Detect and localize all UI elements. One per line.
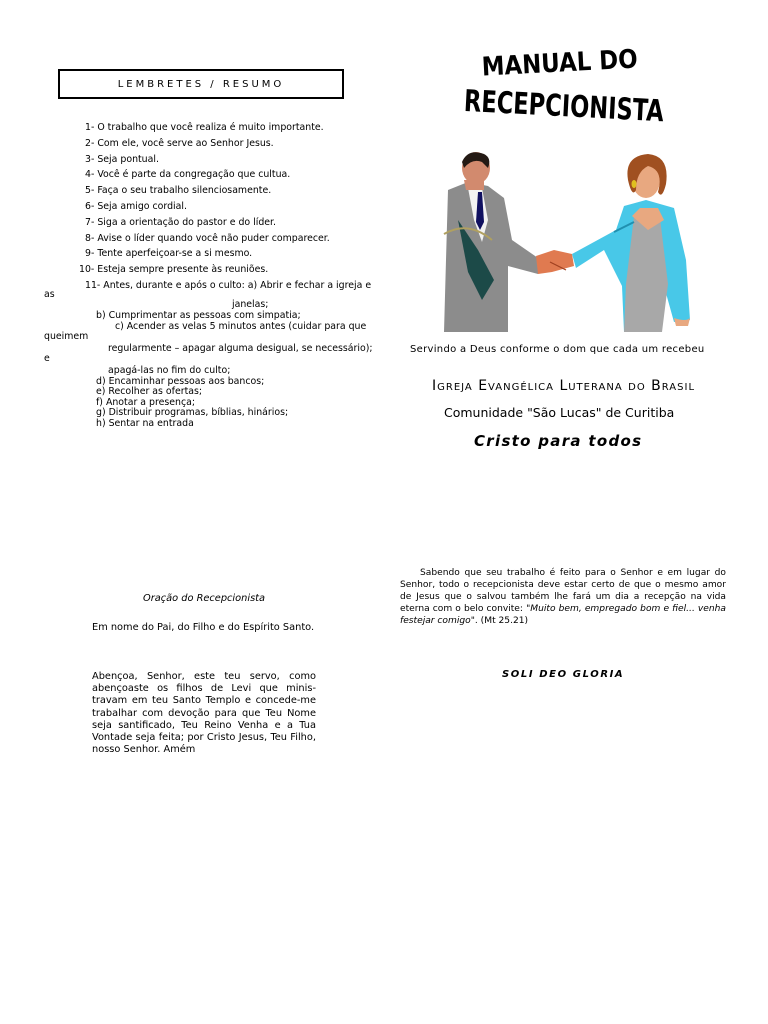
- manual-title-line2: RECEPCIONISTA: [463, 83, 731, 133]
- list-item-11-f: f) Anotar a presença;: [96, 396, 196, 408]
- comunidade-name: Comunidade "São Lucas" de Curitiba: [444, 405, 675, 420]
- list-item: 5- Faça o seu trabalho silenciosamente.: [85, 185, 272, 197]
- list-item: 2- Com ele, você serve ao Senhor Jesus.: [85, 137, 274, 149]
- list-item-11-c-cont: regularmente – apagar alguma desigual, se necessário);: [108, 342, 373, 354]
- sabendo-text: Sabendo que seu trabalho é feito para o Senhor e em lugar do Senhor, todo o recepcionista deve estar certo de que o mesmo amor de Jesus que o salvou também lhe fará um dia a recepção na vida eterna com o belo convite:: [400, 568, 726, 614]
- handshake-hands: [536, 250, 574, 274]
- list-item-11-c: c) Acender as velas 5 minutos antes (cuidar para que: [115, 320, 367, 332]
- manual-title-line1: MANUAL DO: [480, 43, 660, 83]
- list-item-11-janelas: janelas;: [232, 299, 269, 311]
- list-item: 4- Você é parte da congregação que cultua.: [85, 169, 291, 181]
- soli-deo-gloria: SOLI DEO GLORIA: [502, 669, 625, 680]
- list-item-11: 11- Antes, durante e após o culto: a) Abrir e fechar a igreja e: [85, 279, 372, 291]
- list-item: 7- Siga a orientação do pastor e do líder.: [85, 216, 277, 228]
- sabendo-quote: "Muito bem, empregado bom e fiel... venha festejar comigo": [400, 604, 727, 626]
- lembretes-heading-text: LEMBRETES / RESUMO: [117, 78, 285, 90]
- list-item-11-d: d) Encaminhar pessoas aos bancos;: [96, 375, 265, 387]
- cover-caption: Servindo a Deus conforme o dom que cada um recebeu: [410, 344, 705, 355]
- list-item-11-b: b) Cumprimentar as pessoas com simpatia;: [96, 309, 301, 321]
- list-item-11-wrap: queimem: [44, 331, 89, 343]
- lembretes-list: [44, 120, 373, 429]
- list-item-11-g: g) Distribuir programas, bíblias, hinários;: [96, 407, 289, 419]
- list-item-11-c-cont: apagá-las no fim do culto;: [108, 364, 231, 376]
- oracao-title: Oração do Recepcionista: [143, 593, 266, 604]
- cristo-para-todos: Cristo para todos: [474, 432, 643, 450]
- list-item-11-wrap: as: [44, 288, 55, 300]
- oracao-paragraph-1: Em nome do Pai, do Filho e do Espírito Santo.: [92, 622, 315, 633]
- list-item: 6- Seja amigo cordial.: [85, 200, 187, 212]
- sabendo-paragraph: [400, 567, 726, 627]
- woman-figure: [572, 154, 690, 332]
- igreja-name: Igreja Evangélica Luterana do Brasil: [432, 378, 696, 394]
- list-item-11-e: e) Recolher as ofertas;: [96, 386, 203, 398]
- list-item: 8- Avise o líder quando você não puder comparecer.: [85, 232, 330, 244]
- oracao-paragraph-2: Abençoa, Senhor, este teu servo, como abençoaste os filhos de Levi que minis-travam em teu Santo Templo e concede-me trabalhar com devoção para que Teu Nome seja santificado, Teu Reino Venha e a Tua Vontade seja feita; por Cristo Jesus, Teu Filho, nosso Senhor. Amém: [92, 671, 316, 756]
- lembretes-heading: [58, 69, 344, 99]
- list-item-11-wrap: e: [44, 353, 50, 365]
- list-item-11-h: h) Sentar na entrada: [96, 417, 194, 429]
- list-item: 10- Esteja sempre presente às reuniões.: [79, 264, 269, 276]
- list-item: 3- Seja pontual.: [85, 153, 159, 165]
- list-item: 9- Tente aperfeiçoar-se a si mesmo.: [85, 248, 253, 260]
- handshake-illustration: [438, 150, 696, 336]
- man-figure: [444, 152, 538, 332]
- sabendo-reference: . (Mt 25.21): [474, 616, 529, 626]
- list-item: 1- O trabalho que você realiza é muito importante.: [85, 122, 324, 133]
- manual-title: [452, 40, 731, 133]
